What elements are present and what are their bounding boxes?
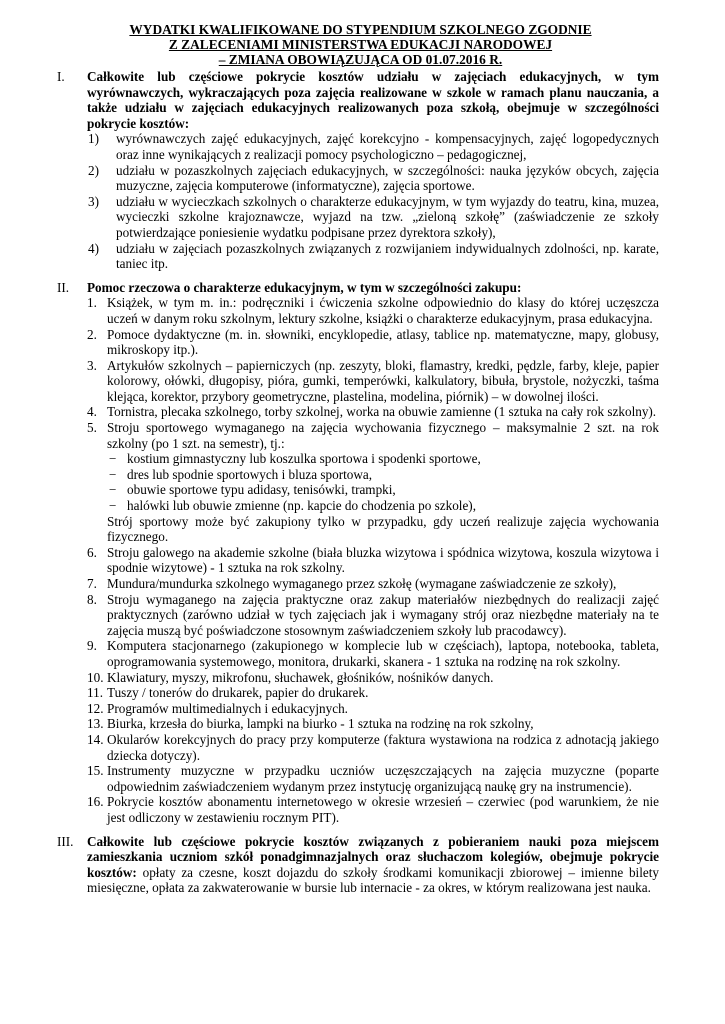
- item-text: wyrównawczych zajęć edukacyjnych, zajęć korekcyjno - kompensacyjnych, zajęć logopedycznych oraz inne wynikających z realizacji pomocy psychologiczno – pedagogicznej,: [116, 131, 659, 162]
- dash-text: dres lub spodnie sportowych i bluza sportowa,: [127, 466, 373, 482]
- section-2-item-10: [87, 670, 659, 686]
- title-line-1: WYDATKI KWALIFIKOWANE DO STYPENDIUM SZKOLNEGO ZGODNIE: [129, 22, 592, 37]
- section-1-heading: Całkowite lub częściowe pokrycie kosztów udziału w zajęciach edukacyjnych, w tym wyrównawczych, wykraczających poza zajęcia realizowane w szkole w ramach planu nauczania, a także udziału w zajęciach edukacyjnych realizowanych poza szkołą, obejmuje w szczególności pokrycie kosztów:: [87, 69, 659, 131]
- item-text: Pokrycie kosztów abonamentu internetowego w okresie wrzesień – czerwiec (pod warunkiem, że nie jest odliczony w zestawieniu rocznym PIT).: [107, 794, 659, 825]
- item-text: Programów multimedialnych i edukacyjnych.: [107, 700, 348, 716]
- item-number: 4): [88, 240, 99, 256]
- section-2-item-5: [87, 420, 659, 545]
- item-number: 15.: [87, 763, 104, 779]
- item-number: 10.: [87, 669, 104, 685]
- section-1-item-2: [87, 163, 659, 194]
- section-1-item-4: [87, 241, 659, 272]
- item-text: Biurka, krzesła do biurka, lampki na biurko - 1 sztuka na rodzinę na rok szkolny,: [107, 716, 534, 732]
- dash-item: [107, 498, 659, 514]
- item-number: 4.: [87, 404, 97, 420]
- section-3-heading-bold: Całkowite lub częściowe pokrycie kosztów związanych z pobieraniem nauki poza miejscem zamieszkania uczniom szkół ponadgimnazjalnych oraz słuchaczom kolegiów, obejmuje pokrycie kosztów:: [87, 833, 659, 880]
- section-1-item-1: [87, 131, 659, 162]
- item-text: Mundura/mundurka szkolnego wymaganego przez szkołę (wymagane zaświadczenie ze szkoły),: [107, 576, 617, 591]
- dash-item: [107, 467, 659, 483]
- item-number: 1.: [87, 295, 97, 311]
- section-2-item-2: [87, 327, 659, 358]
- section-1-item-3: [87, 194, 659, 241]
- item-text: Książek, w tym m. in.: podręczniki i ćwiczenia szkolne odpowiednio do klasy do której uczęszcza uczeń w danym roku szkolnym, lektury szkolne, książki o charakterze edukacyjnym, prasa edukacyjna.: [107, 295, 659, 326]
- section-2-item-3: [87, 358, 659, 405]
- item-text: Pomoce dydaktyczne (m. in. słowniki, encyklopedie, atlasy, tablice np. matematyczne, mapy, globusy, mikroskopy itp.).: [107, 326, 659, 358]
- section-2-item-9: [87, 638, 659, 669]
- sport-outfit-list: [107, 451, 659, 513]
- section-2: [57, 279, 659, 826]
- item-text: Tornistra, plecaka szkolnego, torby szkolnej, worka na obuwie zamienne (1 sztuka na cały rok szkolny).: [107, 404, 657, 420]
- item-number: 12.: [87, 700, 104, 716]
- item-text: Komputera stacjonarnego (zakupionego w komplecie lub w częściach), laptopa, notebooka, tableta, oprogramowania systemowego, monitora, drukarki, skanera - 1 sztuka na rodzinę na rok szkolny.: [107, 638, 659, 669]
- section-2-item-14: [87, 732, 659, 763]
- section-2-list: [87, 295, 659, 825]
- section-2-item-1: [87, 295, 659, 326]
- section-2-item-4: [87, 404, 659, 420]
- title-line-3: – ZMIANA OBOWIĄZUJĄCA OD 01.07.2016 R.: [218, 52, 503, 67]
- section-3-heading-plain: opłaty za czesne, koszt dojazdu do szkoły środkami komunikacji zbiorowej – imienne bilety miesięczne, opłata za zakwaterowanie w bursie lub internacie - za okres, w którym realizowana jest nauka.: [87, 864, 659, 896]
- dash-item: [107, 451, 659, 467]
- item-number: 11.: [87, 685, 103, 701]
- section-2-item-16: [87, 794, 659, 825]
- item-number: 16.: [87, 794, 104, 810]
- item-number: 8.: [87, 591, 97, 607]
- dash-text: kostium gimnastyczny lub koszulka sportowa i spodenki sportowe,: [127, 451, 481, 467]
- sport-outfit-note: Strój sportowy może być zakupiony tylko w przypadku, gdy uczeń realizuje zajęcia wychowania fizycznego.: [107, 513, 659, 545]
- dash-text: obuwie sportowe typu adidasy, tenisówki, trampki,: [127, 482, 396, 498]
- section-2-numeral: II.: [57, 279, 70, 295]
- section-3: [57, 833, 659, 896]
- document-title: [62, 22, 659, 67]
- item-number: 9.: [87, 638, 97, 654]
- item-number: 7.: [87, 576, 97, 591]
- dash-item: [107, 482, 659, 498]
- section-2-item-15: [87, 763, 659, 794]
- item-number: 3): [88, 193, 99, 209]
- item-number: 5.: [87, 420, 97, 436]
- section-2-item-8: [87, 592, 659, 639]
- item-text: Artykułów szkolnych – papierniczych (np. zeszyty, bloki, flamastry, kredki, pędzle, farby, kleje, papier kolorowy, ołówki, długopisy, pióra, gumki, temperówki, kalkulatory, bibuła, brystole, nożyczki, taśma klejąca, korektor, przybory geometryczne, plastelina, modelina, piórnik) – w dowolnej ilości.: [107, 357, 659, 404]
- item-number: 14.: [87, 731, 104, 747]
- section-3-heading: [87, 834, 659, 896]
- section-2-item-13: [87, 716, 659, 732]
- section-2-item-11: [87, 685, 659, 701]
- section-2-item-6: [87, 545, 659, 576]
- item-text: Stroju galowego na akademie szkolne (biała bluzka wizytowa i spódnica wizytowa, koszula wizytowa i spodnie wizytowe) - 1 sztuka na rok szkolny.: [107, 544, 659, 576]
- dash-mark: −: [109, 451, 117, 467]
- item-number: 3.: [87, 357, 97, 373]
- section-3-numeral: III.: [57, 833, 74, 849]
- item-text: Okularów korekcyjnych do pracy przy komputerze (faktura wystawiona na rodzica z adnotacją jakiego dziecka dotyczy).: [107, 731, 659, 763]
- item-number: 2): [88, 162, 99, 178]
- section-2-item-7: [87, 576, 659, 592]
- section-2-heading: Pomoc rzeczowa o charakterze edukacyjnym, w tym w szczególności zakupu:: [87, 279, 522, 295]
- item-number: 13.: [87, 716, 104, 732]
- item-text: udziału w zajęciach pozaszkolnych związanych z rozwijaniem indywidualnych zdolności, np. karate, taniec itp.: [116, 240, 659, 272]
- item-text: Tuszy / tonerów do drukarek, papier do drukarek.: [107, 685, 369, 701]
- item-text: Instrumenty muzyczne w przypadku uczniów uczęszczających na zajęcia muzyczne (poparte odpowiednim zaświadczeniem wydanym przez instytucję organizującą naukę gry na instrumencie).: [107, 763, 659, 794]
- item-text: Stroju wymaganego na zajęcia praktyczne oraz zakup materiałów niezbędnych do realizacji zajęć praktycznych (zarówno udział w tych zajęciach jak i wymagany strój oraz niezbędne materiały na te zajęcia muszą być poświadczone stosownym zaświadczeniem szkoły lub pracodawcy).: [107, 591, 659, 638]
- item-text: Klawiatury, myszy, mikrofonu, słuchawek, głośników, nośników danych.: [107, 669, 494, 685]
- item-text: Stroju sportowego wymaganego na zajęcia wychowania fizycznego – maksymalnie 2 szt. na rok szkolny (po 1 szt. na semestr), tj.:: [107, 420, 659, 451]
- dash-mark: −: [109, 498, 117, 514]
- item-number: 1): [88, 131, 99, 147]
- dash-mark: −: [109, 482, 117, 498]
- item-number: 6.: [87, 544, 97, 560]
- section-1: [57, 69, 659, 272]
- section-1-list: [87, 131, 659, 271]
- item-number: 2.: [87, 326, 97, 342]
- section-1-numeral: I.: [57, 69, 65, 84]
- item-text: udziału w pozaszkolnych zajęciach edukacyjnych, w szczególności: nauka języków obcych, zajęcia muzyczne, zajęcia komputerowe (informatyczne), zajęcia sportowe.: [116, 162, 659, 194]
- section-2-item-12: [87, 701, 659, 717]
- dash-text: halówki lub obuwie zmienne (np. kapcie do chodzenia po szkole),: [127, 498, 476, 514]
- title-line-2: Z ZALECENIAMI MINISTERSTWA EDUKACJI NARODOWEJ: [168, 37, 553, 52]
- item-text: udziału w wycieczkach szkolnych o charakterze edukacyjnym, w tym wyjazdy do teatru, kina, muzea, wycieczki szkolne krajoznawcze, wyjazd na tzw. „zieloną szkołę” (zaświadczenie ze szkoły potwierdzające poniesienie wydatku podpisane przez dyrektora szkoły),: [116, 193, 659, 240]
- dash-mark: −: [109, 466, 117, 482]
